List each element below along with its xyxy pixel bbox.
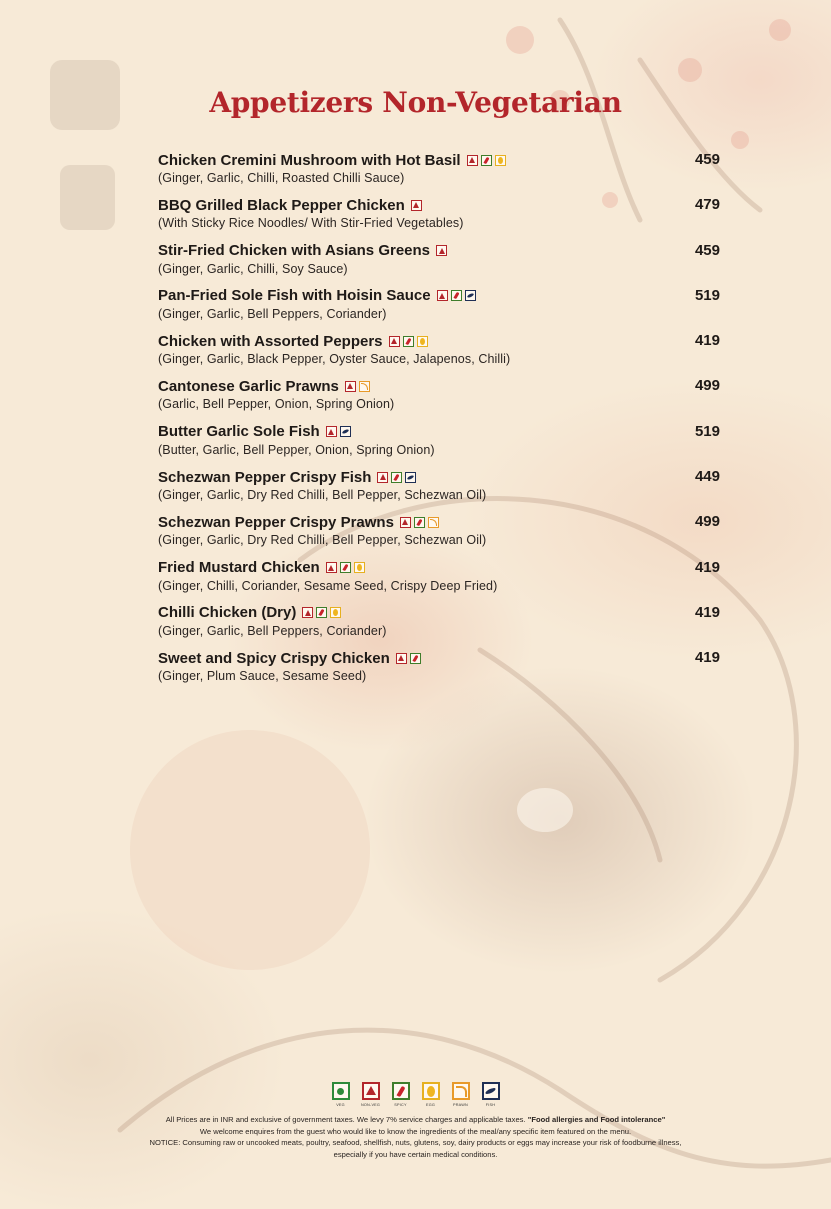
menu-item-icons	[377, 472, 416, 483]
menu-item-price: 499	[694, 377, 720, 395]
menu-item-name: Chicken with Assorted Peppers	[158, 332, 383, 350]
menu-item-price: 519	[694, 286, 720, 304]
menu-item	[158, 150, 720, 195]
egg-icon	[417, 336, 428, 347]
prawn-icon	[452, 1082, 470, 1100]
egg-icon	[354, 562, 365, 573]
spicy-icon	[340, 562, 351, 573]
legend-label: EGG	[425, 1103, 436, 1107]
menu-item-price: 479	[694, 196, 720, 214]
non-veg-icon	[437, 290, 448, 301]
menu-item-header	[158, 648, 720, 668]
menu-item	[158, 648, 720, 693]
menu-item-icons	[345, 381, 370, 392]
prawn-icon	[359, 381, 370, 392]
menu-item-price: 519	[694, 422, 720, 440]
menu-item-icons	[411, 200, 422, 211]
dietary-legend	[0, 1082, 831, 1107]
legend-label: PRAWN	[453, 1103, 468, 1107]
menu-item-icons	[436, 245, 447, 256]
menu-item-icons	[396, 653, 421, 664]
egg-icon	[422, 1082, 440, 1100]
menu-item	[158, 286, 720, 331]
menu-item-description: (Ginger, Garlic, Bell Peppers, Coriander)	[158, 623, 387, 638]
menu-item-icons	[437, 290, 476, 301]
menu-item-name: Chilli Chicken (Dry)	[158, 604, 297, 622]
footer-allergy-heading: "Food allergies and Food intolerance"	[527, 1115, 666, 1124]
menu-item-header	[158, 195, 720, 215]
spicy-icon	[414, 517, 425, 528]
menu-item	[158, 603, 720, 648]
menu-item-header	[158, 241, 720, 261]
spicy-icon	[451, 290, 462, 301]
menu-item	[158, 512, 720, 557]
spicy-icon	[481, 155, 492, 166]
menu-item-name: Stir-Fried Chicken with Asians Greens	[158, 242, 431, 260]
menu-item-description: (Ginger, Plum Sauce, Sesame Seed)	[158, 669, 367, 684]
menu-item-icons	[467, 155, 506, 166]
menu-item-price: 419	[694, 603, 720, 621]
menu-item-name: BBQ Grilled Black Pepper Chicken	[158, 196, 405, 214]
menu-item-header	[158, 376, 720, 396]
veg-icon	[332, 1082, 350, 1100]
fish-icon	[465, 290, 476, 301]
legend-item	[331, 1082, 350, 1107]
page-title: Appetizers Non-Vegetarian	[209, 86, 622, 119]
non-veg-icon	[467, 155, 478, 166]
non-veg-icon	[345, 381, 356, 392]
egg-icon	[330, 607, 341, 618]
menu-item-description: (With Sticky Rice Noodles/ With Stir-Fried Vegetables)	[158, 216, 464, 231]
menu-item-header	[158, 512, 720, 532]
non-veg-icon	[436, 245, 447, 256]
legend-label: SPICY	[394, 1103, 407, 1107]
footer-line-3: NOTICE: Consuming raw or uncooked meats, poultry, seafood, shellfish, nuts, glutens, soy, dairy products or eggs may increase your risk of foodburne illness,	[149, 1138, 682, 1147]
non-veg-icon	[411, 200, 422, 211]
menu-item-name: Chicken Cremini Mushroom with Hot Basil	[158, 151, 461, 169]
menu-item-price: 459	[694, 241, 720, 259]
menu-item	[158, 331, 720, 376]
prawn-icon	[428, 517, 439, 528]
menu-item-description: (Ginger, Garlic, Black Pepper, Oyster Sauce, Jalapenos, Chilli)	[158, 352, 511, 367]
menu-item-description: (Garlic, Bell Pepper, Onion, Spring Onion)	[158, 397, 395, 412]
menu-item-name: Schezwan Pepper Crispy Prawns	[158, 513, 394, 531]
footer-line-1	[0, 1114, 831, 1126]
non-veg-icon	[396, 653, 407, 664]
menu-item-description: (Ginger, Chilli, Coriander, Sesame Seed, Crispy Deep Fried)	[158, 578, 498, 593]
menu-item-header	[158, 467, 720, 487]
spicy-icon	[392, 1082, 410, 1100]
footer-line-4: especially if you have certain medical conditions.	[333, 1149, 498, 1159]
menu-item-price: 459	[694, 151, 720, 168]
menu-item-price: 419	[694, 558, 720, 576]
non-veg-icon	[400, 517, 411, 528]
menu-list	[158, 150, 720, 694]
menu-item-header	[158, 422, 720, 442]
legend-item	[361, 1082, 380, 1107]
non-veg-icon	[326, 426, 337, 437]
menu-item	[158, 467, 720, 512]
footer-tax-text: All Prices are in INR and exclusive of government taxes. We levy 7% service charges and applicable taxes.	[165, 1115, 526, 1124]
non-veg-icon	[362, 1082, 380, 1100]
menu-item-price: 449	[694, 468, 720, 486]
legend-label: NON-VEG	[360, 1103, 381, 1107]
menu-item-price: 499	[694, 513, 720, 531]
menu-item-icons	[326, 562, 365, 573]
menu-item-header	[158, 150, 720, 170]
menu-item-description: (Ginger, Garlic, Chilli, Roasted Chilli Sauce)	[158, 171, 405, 185]
menu-item-icons	[302, 607, 341, 618]
menu-item-description: (Ginger, Garlic, Dry Red Chilli, Bell Pepper, Schezwan Oil)	[158, 533, 487, 548]
fish-icon	[405, 472, 416, 483]
fish-icon	[340, 426, 351, 437]
menu-item-description: (Ginger, Garlic, Dry Red Chilli, Bell Pepper, Schezwan Oil)	[158, 488, 487, 503]
legend-label: FISH	[485, 1103, 496, 1107]
menu-item	[158, 195, 720, 240]
menu-item-description: (Butter, Garlic, Bell Pepper, Onion, Spring Onion)	[158, 442, 435, 457]
menu-item-icons	[389, 336, 428, 347]
spicy-icon	[316, 607, 327, 618]
legend-label: VEG	[336, 1103, 345, 1107]
menu-item	[158, 558, 720, 603]
menu-item-header	[158, 331, 720, 351]
menu-item-price: 419	[694, 649, 720, 667]
legend-item	[481, 1082, 500, 1107]
non-veg-icon	[326, 562, 337, 573]
menu-item-description: (Ginger, Garlic, Bell Peppers, Coriander)	[158, 306, 387, 321]
non-veg-icon	[389, 336, 400, 347]
menu-item-name: Schezwan Pepper Crispy Fish	[158, 468, 372, 486]
menu-item-name: Cantonese Garlic Prawns	[158, 377, 339, 395]
non-veg-icon	[302, 607, 313, 618]
menu-item-name: Sweet and Spicy Crispy Chicken	[158, 649, 390, 667]
spicy-icon	[391, 472, 402, 483]
menu-item-description: (Ginger, Garlic, Chilli, Soy Sauce)	[158, 261, 348, 276]
menu-item-price: 419	[694, 332, 720, 350]
menu-item-name: Fried Mustard Chicken	[158, 559, 320, 577]
menu-item-header	[158, 286, 720, 306]
non-veg-icon	[377, 472, 388, 483]
legend-item	[451, 1082, 470, 1107]
footer-line-2: We welcome enquires from the guest who would like to know the ingredients of the meal/any specific item featured on the menu.	[199, 1126, 632, 1136]
legend-item	[421, 1082, 440, 1107]
menu-item-name: Butter Garlic Sole Fish	[158, 423, 320, 441]
menu-item-icons	[326, 426, 351, 437]
menu-item	[158, 422, 720, 467]
menu-item-name: Pan-Fried Sole Fish with Hoisin Sauce	[158, 287, 431, 305]
menu-item	[158, 241, 720, 286]
fish-icon	[482, 1082, 500, 1100]
menu-item-header	[158, 603, 720, 623]
footer-notice	[0, 1114, 831, 1160]
legend-item	[391, 1082, 410, 1107]
spicy-icon	[403, 336, 414, 347]
spicy-icon	[410, 653, 421, 664]
menu-item-header	[158, 558, 720, 578]
menu-item-icons	[400, 517, 439, 528]
menu-item	[158, 376, 720, 421]
egg-icon	[495, 155, 506, 166]
